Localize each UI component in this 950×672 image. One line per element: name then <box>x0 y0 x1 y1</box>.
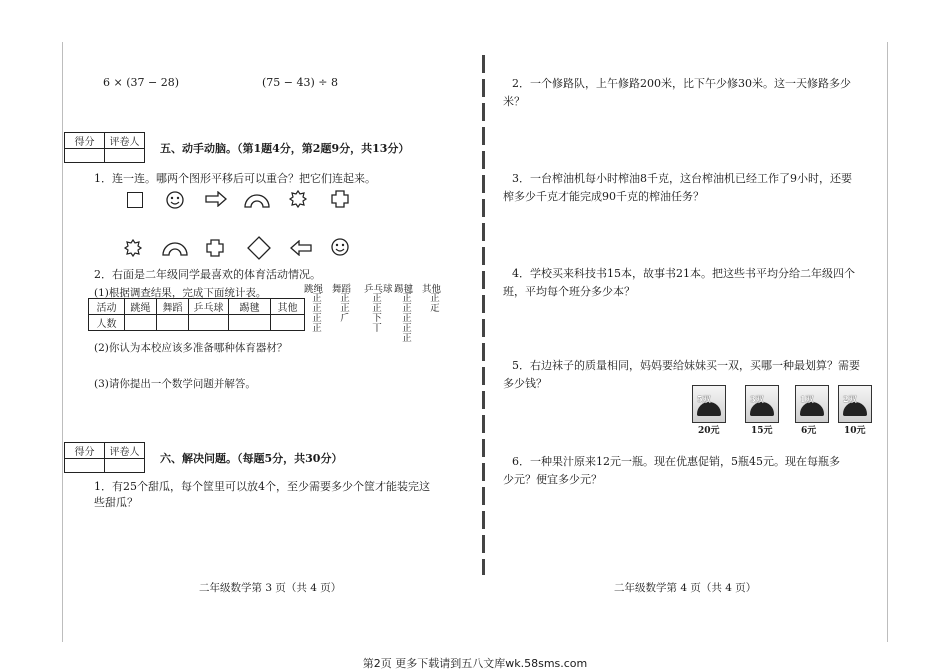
tally-column <box>422 294 448 314</box>
table-header: 其他 <box>271 299 305 315</box>
tally-mark: 正 <box>340 303 350 314</box>
activity-table <box>88 298 305 331</box>
arch-icon-2[interactable] <box>161 238 189 256</box>
section5-title: 五、动手动脑。（第1题4分，第2题9分，共13分） <box>160 142 410 155</box>
tally-mark: 正 <box>402 313 412 324</box>
arrow-left-icon[interactable] <box>289 240 313 256</box>
tally-column <box>364 294 390 334</box>
bottom-banner: 第2页 更多下载请到五八文库wk.58sms.com <box>362 657 588 670</box>
table-header: 踢毽 <box>229 299 271 315</box>
tally-mark: 正 <box>312 323 322 334</box>
sock-pack-count: 2双 <box>843 394 857 404</box>
grader-input[interactable] <box>105 149 145 163</box>
question-6-1-line2: 些甜瓜？ <box>94 496 138 509</box>
sock-pack-image[interactable] <box>795 385 829 423</box>
question-r4-line2: 班，平均每个班分多少本？ <box>503 285 635 298</box>
tally-column <box>332 294 358 324</box>
tally-mark: 正 <box>402 303 412 314</box>
arch-icon[interactable] <box>243 190 271 208</box>
sock-pack-count: 1双 <box>800 394 814 404</box>
tally-mark: 正 <box>372 303 382 314</box>
tally-mark: 𠂆 <box>340 313 350 324</box>
table-header: 乒乓球 <box>189 299 229 315</box>
tally-mark: 正 <box>312 293 322 304</box>
question-5-2-1: (1)根据调查结果，完成下面统计表。 <box>94 287 267 299</box>
section6-title: 六、解决问题。（每题5分，共30分） <box>160 452 343 465</box>
sock-price-label: 15元 <box>751 426 773 436</box>
sock-pack-image[interactable] <box>745 385 779 423</box>
question-5-2: 2．右面是二年级同学最喜欢的体育活动情况。 <box>94 268 321 281</box>
table-cell-input[interactable] <box>157 315 189 331</box>
question-r3-line1: 3．一台榨油机每小时榨油8千克，这台榨油机已经工作了9小时，还要 <box>512 172 852 185</box>
tally-mark: 正 <box>312 313 322 324</box>
question-r4-line1: 4．学校买来科技书15本，故事书21本。把这些书平均分给二年级四个 <box>512 267 855 280</box>
tally-mark: 正 <box>402 323 412 334</box>
table-header: 舞蹈 <box>157 299 189 315</box>
flower-icon-2[interactable] <box>123 238 143 258</box>
tally-mark: 正 <box>430 293 440 304</box>
score-label: 得分 <box>65 443 105 459</box>
sock-pack-image[interactable] <box>838 385 872 423</box>
question-r5-line2: 多少钱？ <box>503 377 547 390</box>
score-label: 得分 <box>65 133 105 149</box>
flower-icon[interactable] <box>288 189 308 209</box>
smiley-icon[interactable] <box>165 190 185 210</box>
tally-column <box>394 294 420 344</box>
table-row-label: 人数 <box>89 315 125 331</box>
question-6-1-line1: 1．有25个甜瓜，每个筐里可以放4个，至少需要多少个筐才能装完这 <box>94 480 430 493</box>
tally-header: 其他 <box>422 284 442 295</box>
question-r3-line2: 榨多少千克才能完成90千克的榨油任务？ <box>503 190 704 203</box>
square-icon[interactable] <box>127 192 143 208</box>
question-r6-line2: 少元？便宜多少元？ <box>503 473 602 486</box>
tally-mark: 下 <box>372 313 382 324</box>
question-r5-line1: 5．右边袜子的质量相同，妈妈要给妹妹买一双，买哪一种最划算？需要 <box>512 359 860 372</box>
grader-label: 评卷人 <box>105 443 145 459</box>
tally-column <box>304 294 330 334</box>
question-r2-line2: 米？ <box>503 95 525 108</box>
tally-header: 踢毽 <box>394 284 414 295</box>
question-r6-line1: 6．一种果汁原来12元一瓶。现在优惠促销，5瓶45元。现在每瓶多 <box>512 455 840 468</box>
question-5-2-3: (3)请你提出一个数学问题并解答。 <box>94 378 256 390</box>
sock-pack-image[interactable] <box>692 385 726 423</box>
table-cell-input[interactable] <box>189 315 229 331</box>
expression-2: (75 − 43) ÷ 8 <box>262 76 338 89</box>
table-cell-input[interactable] <box>125 315 157 331</box>
sock-pack-count: 3双 <box>750 394 764 404</box>
score-input[interactable] <box>65 149 105 163</box>
smiley-icon-2[interactable] <box>330 237 350 257</box>
tally-mark: 正 <box>312 303 322 314</box>
question-5-2-2: (2)你认为本校应该多准备哪种体育器材？ <box>94 342 288 354</box>
sock-price-label: 10元 <box>844 426 866 436</box>
center-divider <box>482 55 485 575</box>
score-input[interactable] <box>65 459 105 473</box>
score-box-1 <box>64 132 145 163</box>
right-page-footer: 二年级数学第 4 页（共 4 页） <box>614 582 757 594</box>
diamond-icon[interactable] <box>246 235 272 261</box>
sock-price-label: 6元 <box>801 426 817 436</box>
table-header: 跳绳 <box>125 299 157 315</box>
tally-mark: 𤴓 <box>430 303 440 314</box>
tally-header: 乒乓球 <box>364 284 393 295</box>
left-page-footer: 二年级数学第 3 页（共 4 页） <box>199 582 342 594</box>
question-5-1: 1．连一连。哪两个图形平移后可以重合？把它们连起来。 <box>94 172 376 185</box>
sock-price-label: 20元 <box>698 426 720 436</box>
grader-input[interactable] <box>105 459 145 473</box>
tally-mark: 正 <box>402 333 412 344</box>
tally-header: 跳绳 <box>304 284 324 295</box>
sock-pack-count: 5双 <box>697 394 711 404</box>
arrow-right-icon[interactable] <box>204 191 228 207</box>
tally-header: 舞蹈 <box>332 284 352 295</box>
table-cell-input[interactable] <box>271 315 305 331</box>
cross-icon[interactable] <box>330 189 350 209</box>
tally-mark: 正 <box>402 293 412 304</box>
table-cell-input[interactable] <box>229 315 271 331</box>
expression-1: 6 × (37 − 28) <box>103 76 179 89</box>
question-r2-line1: 2．一个修路队，上午修路200米，比下午少修30米。这一天修路多少 <box>512 77 851 90</box>
tally-mark: 正 <box>372 293 382 304</box>
grader-label: 评卷人 <box>105 133 145 149</box>
cross-icon-2[interactable] <box>205 238 225 258</box>
score-box-2 <box>64 442 145 473</box>
table-header: 活动 <box>89 299 125 315</box>
tally-mark: 正 <box>340 293 350 304</box>
tally-mark: 丅 <box>372 323 382 334</box>
